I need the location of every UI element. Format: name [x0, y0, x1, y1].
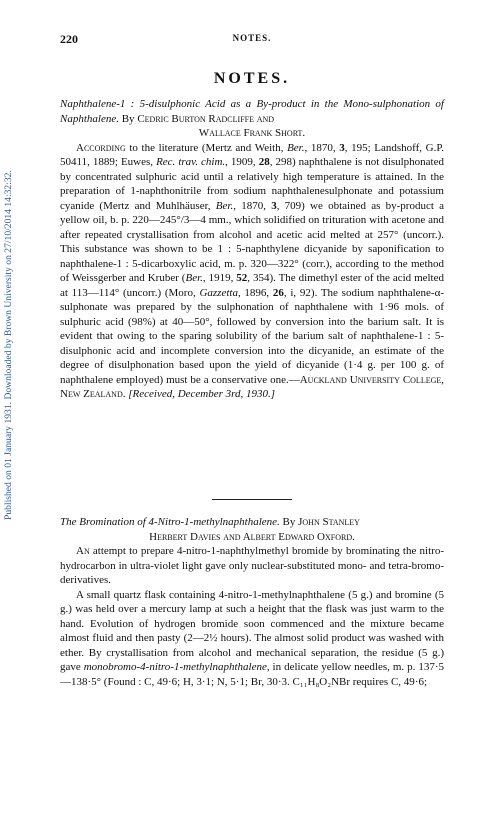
body-text: attempt to prepare 4-nitro-1-naphthylmethyl bromide by brominating the nitro-hydrocarbon in ultra-violet light gave only nuclear-substituted mono- and tetra-bromo-derivatives. — [60, 545, 444, 586]
authors: John Stanley — [298, 516, 360, 528]
volume: 3 — [271, 199, 277, 212]
body-text: , 354). The dimethyl ester of the acid melted at 113—114° (uncorr.) (Moro, — [60, 272, 444, 299]
authors-line-2: Herbert Davies and Albert Edward Oxford. — [149, 530, 355, 543]
journal-ref: Gazzetta — [199, 286, 238, 299]
journal-ref: Ber. — [215, 199, 234, 212]
download-notice: Published on 01 January 1931. Downloaded by Brown University on 27/10/2014 14:32:32. — [3, 170, 14, 520]
authors: Cedric Burton Radcliffe and — [137, 112, 275, 125]
lead-word: According — [76, 141, 126, 154]
affiliation: Auckland University College, New Zealand. — [60, 373, 445, 400]
section-heading: NOTES. — [213, 70, 291, 87]
note-title: The Bromination of 4-Nitro-1-methylnaphthalene. — [60, 516, 280, 528]
volume: 3 — [339, 141, 345, 154]
download-watermark — [3, 90, 17, 530]
note-title-block — [60, 97, 444, 126]
journal-ref: Ber. — [287, 141, 305, 154]
body-text: , 195; Landshoff, G.P. 50411, 1889; Euwes, — [60, 141, 444, 168]
body-text: , in delicate yellow needles, m. p. 137·5—138·5° (Found : C, 49·6; H, 3·1; N, 5·1; Br, 30·3. C₁₁H₈O₂NBr requires C, 49·6; — [60, 661, 444, 688]
journal-ref: Rec. trav. chim. — [156, 156, 226, 168]
note-body-2 — [60, 588, 444, 690]
body-text: , 1870, — [233, 199, 272, 212]
body-text: , 1896, — [237, 286, 273, 299]
volume: 52 — [236, 272, 248, 284]
note-title: Naphthalene-1 : 5-disulphonic Acid as a By-product in the Mono-sulphonation of Naphthalene. — [60, 98, 444, 125]
authors-line-2: Wallace Frank Short. — [198, 127, 306, 139]
journal-ref: Ber. — [185, 272, 203, 284]
page-number: 220 — [60, 32, 78, 46]
running-header — [60, 32, 444, 50]
note-title-block — [60, 515, 444, 530]
separator-rule — [212, 499, 292, 500]
body-text: A small quartz flask containing 4-nitro-1-methylnaphthalene (5 g.) and bromine (5 g.) was held over a mercury lamp at such a height that the flask was just warm to the hand. Evolution of hydrogen bromide soon commenced and the mixture became almost fluid and then pasty (2—2½ hours). The almost solid product was washed with ether. By crystallisation from alcohol and mechanical separation, the residue (5 g.) gave — [60, 588, 444, 673]
authors-continued — [60, 530, 444, 545]
note-naphthalene-disulphonic — [60, 97, 444, 402]
body-text: , i, 92). The sodium naphthalene-α-sulphonate was prepared by the sulphonation of naphthalene with 1·96 mols. of sulphuric acid (98%) at 40—50°, followed by conversion into the barium salt. It is evident that owing to the sparing solubility of the barium salt of naphthalene-1 : 5-disulphonic acid and incomplete conversion into the dicyanide, an estimate of the degree of disulphonation based upon the yield of dicyanide (1·4 g. per 100 g. of naphthalene employed) must be a conservative one.— — [60, 286, 445, 386]
by-word: By — [282, 516, 296, 528]
body-text: , 709) we obtained as by-product a yellow oil, b. p. 220—245°/3—4 mm., which solidified on trituration with acetone and after repeated crystallisation from alcohol and acetic acid melted at 257° (uncorr.). This substance was shown to be 1 : 5-naphthylene dicyanide by saponification to naphthalene-1 : 5-dicarboxylic acid, m. p. 320—322° (corr.), according to the method of Weissgerber and Kruber ( — [60, 199, 444, 284]
authors-continued — [60, 126, 444, 141]
by-word: By — [121, 112, 135, 125]
note-bromination — [60, 515, 444, 689]
volume: 28 — [258, 156, 270, 168]
body-text: , 1909, — [225, 156, 259, 168]
note-body — [60, 141, 444, 402]
compound-name: monobromo-4-nitro-1-methylnaphthalene — [83, 661, 267, 673]
body-text: , 1870, — [304, 141, 340, 154]
body-text: , 1919, — [202, 272, 237, 284]
note-body — [60, 544, 444, 588]
body-text: to the literature (Mertz and Weith, — [125, 141, 288, 154]
running-title: NOTES. — [232, 33, 272, 43]
lead-word: An — [76, 545, 90, 557]
received-date: [Received, December 3rd, 1930.] — [128, 388, 276, 400]
body-text: , 298) naphthalene is not disulphonated by concentrated sulphuric acid until a relatively high temperature is attained. In the preparation of 1-naphthonitrile from sodium naphthalenesulphonate and potassium cyanide (Mertz and Muhlhäuser, — [60, 156, 444, 212]
volume: 26 — [272, 286, 284, 299]
